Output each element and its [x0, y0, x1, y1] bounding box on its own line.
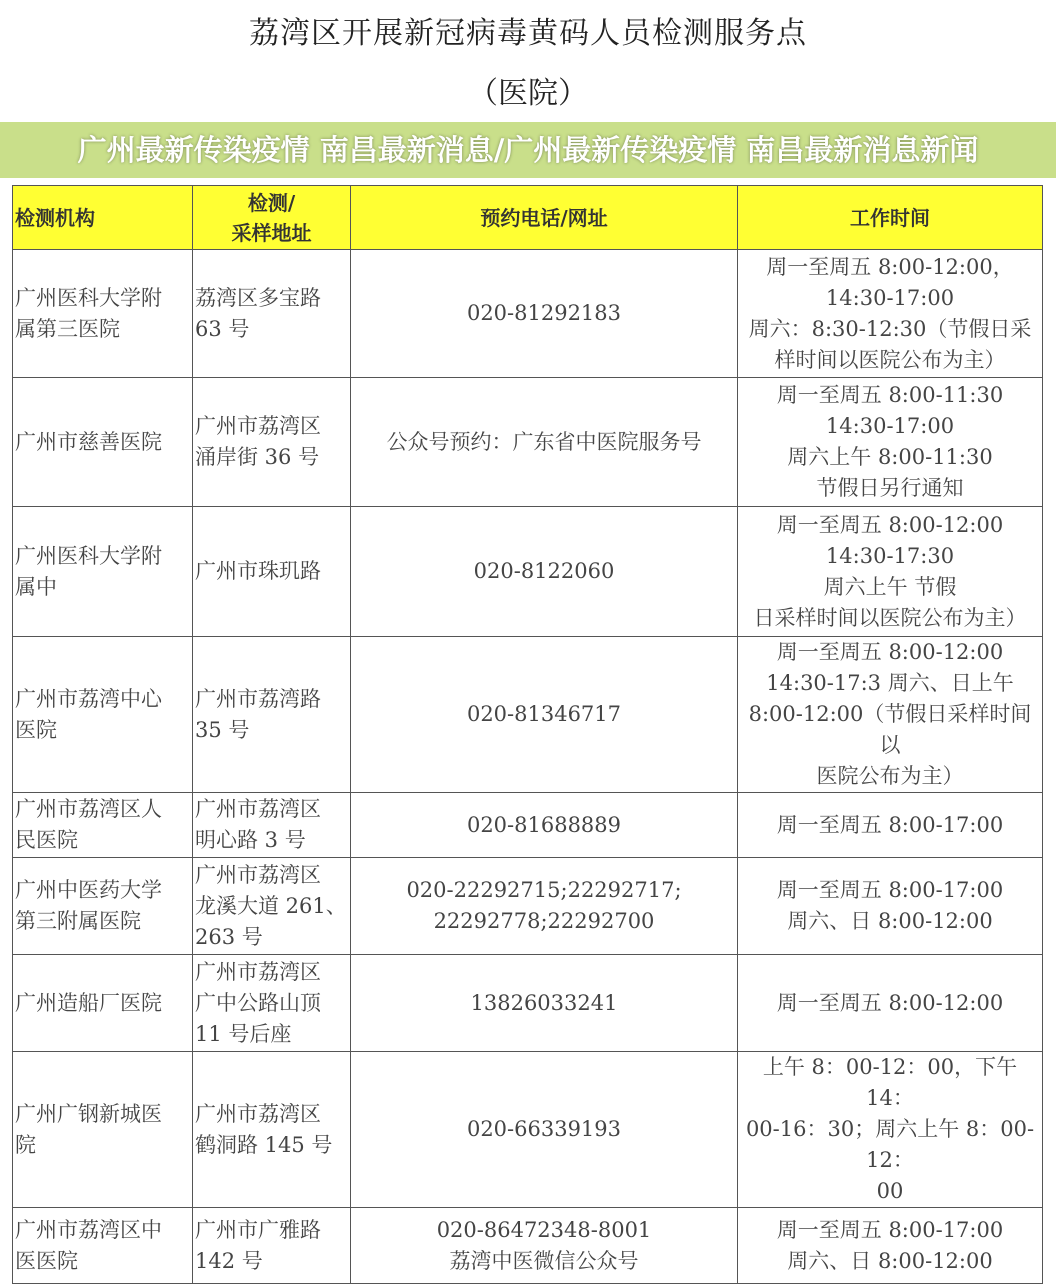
document-subtitle: （医院）: [468, 76, 588, 111]
hours-cell: 周一至周五 8:00-17:00: [738, 793, 1043, 858]
phone-cell: 020-22292715;22292717; 22292778;22292700: [351, 858, 738, 955]
phone-cell: 公众号预约：广东省中医院服务号: [351, 378, 738, 507]
address-cell: 广州市荔湾区 广中公路山顶 11 号后座: [193, 955, 351, 1052]
table-row: [13, 378, 1043, 507]
org-cell: 广州造船厂医院: [13, 955, 193, 1052]
phone-cell: 020-8122060: [351, 507, 738, 637]
header-hours: 工作时间: [738, 186, 1043, 250]
hours-cell: 周一至周五 8:00-12:00， 14:30-17:00 周六：8:30-12:30（节假日采 样时间以医院公布为主）: [738, 250, 1043, 378]
hours-cell: 周一至周五 8:00-12:00 14:30-17:3 周六、日上午 8:00-12:00（节假日采样时间以 医院公布为主）: [738, 637, 1043, 793]
org-cell: 广州市荔湾区中 医医院: [13, 1208, 193, 1284]
org-cell: 广州医科大学附 属第三医院: [13, 250, 193, 378]
address-cell: 广州市荔湾路 35 号: [193, 637, 351, 793]
header-phone: 预约电话/网址: [351, 186, 738, 250]
table-row: [13, 250, 1043, 378]
header-org: 检测机构: [13, 186, 193, 250]
phone-cell: 13826033241: [351, 955, 738, 1052]
document-title: 荔湾区开展新冠病毒黄码人员检测服务点: [249, 16, 807, 51]
address-cell: 广州市荔湾区 龙溪大道 261、 263 号: [193, 858, 351, 955]
headline-banner[interactable]: [0, 122, 1056, 178]
table-row: [13, 1208, 1043, 1284]
address-cell: 广州市荔湾区 鹤洞路 145 号: [193, 1052, 351, 1208]
phone-cell: 020-81346717: [351, 637, 738, 793]
hours-cell: 周一至周五 8:00-17:00 周六、日 8:00-12:00: [738, 858, 1043, 955]
org-cell: 广州医科大学附 属中: [13, 507, 193, 637]
org-cell: 广州市荔湾区人 民医院: [13, 793, 193, 858]
phone-cell: 020-66339193: [351, 1052, 738, 1208]
table-row: [13, 507, 1043, 637]
address-cell: 广州市广雅路 142 号: [193, 1208, 351, 1284]
table-row: [13, 1052, 1043, 1208]
hours-cell: 周一至周五 8:00-11:30 14:30-17:00 周六上午 8:00-11:30 节假日另行通知: [738, 378, 1043, 507]
hours-cell: 上午 8：00-12：00，下午 14： 00-16：30；周六上午 8：00-12： 00: [738, 1052, 1043, 1208]
hours-cell: 周一至周五 8:00-17:00 周六、日 8:00-12:00: [738, 1208, 1043, 1284]
hours-cell: 周一至周五 8:00-12:00: [738, 955, 1043, 1052]
org-cell: 广州市慈善医院: [13, 378, 193, 507]
table-row: [13, 858, 1043, 955]
headline-text[interactable]: 广州最新传染疫情 南昌最新消息/广州最新传染疫情 南昌最新消息新闻: [77, 133, 979, 167]
org-cell: 广州广钢新城医 院: [13, 1052, 193, 1208]
org-cell: 广州中医药大学 第三附属医院: [13, 858, 193, 955]
address-cell: 广州市荔湾区 明心路 3 号: [193, 793, 351, 858]
address-cell: 荔湾区多宝路 63 号: [193, 250, 351, 378]
phone-cell: 020-81292183: [351, 250, 738, 378]
testing-sites-table: [12, 185, 1043, 1284]
phone-cell: 020-81688889: [351, 793, 738, 858]
table-row: [13, 955, 1043, 1052]
table-header-row: [13, 186, 1043, 250]
address-cell: 广州市荔湾区 涌岸街 36 号: [193, 378, 351, 507]
header-address: 检测/ 采样地址: [193, 186, 351, 250]
org-cell: 广州市荔湾中心 医院: [13, 637, 193, 793]
address-cell: 广州市珠玑路: [193, 507, 351, 637]
table-row: [13, 793, 1043, 858]
table-row: [13, 637, 1043, 793]
hours-cell: 周一至周五 8:00-12:00 14:30-17:30 周六上午 节假 日采样时间以医院公布为主）: [738, 507, 1043, 637]
phone-cell: 020-86472348-8001 荔湾中医微信公众号: [351, 1208, 738, 1284]
